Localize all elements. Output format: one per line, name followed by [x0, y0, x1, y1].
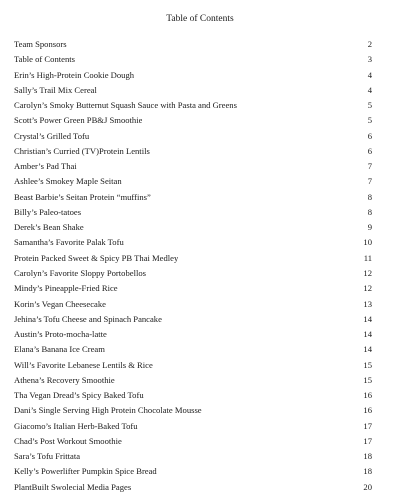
- toc-entry-label: Carolyn’s Smoky Butternut Squash Sauce with Pasta and Greens: [14, 100, 237, 111]
- toc-entry-label: Elana’s Banana Ice Cream: [14, 344, 105, 355]
- toc-entry-row: [14, 281, 372, 296]
- toc-entry-label: Athena’s Recovery Smoothie: [14, 374, 115, 385]
- toc-entry-page-number: 8: [367, 206, 372, 217]
- toc-entry-page-number: 7: [367, 176, 372, 187]
- toc-entry-row: [14, 434, 372, 449]
- toc-entry-page-number: 6: [367, 145, 372, 156]
- toc-entry-row: [14, 190, 372, 205]
- toc-entry-row: [14, 205, 372, 220]
- toc-entry-label: Sally’s Trail Mix Cereal: [14, 84, 97, 95]
- toc-entry-row: [14, 129, 372, 144]
- toc-entry-row: [14, 342, 372, 357]
- toc-list: [14, 37, 372, 495]
- toc-entry-page-number: 17: [363, 420, 372, 431]
- toc-entry-page-number: 2: [367, 39, 372, 49]
- toc-entry-page-number: 17: [363, 435, 372, 446]
- toc-entry-label: Ashlee’s Smokey Maple Seitan: [14, 176, 122, 187]
- toc-entry-page-number: 20: [363, 481, 372, 492]
- toc-entry-page-number: 5: [367, 100, 372, 111]
- toc-entry-row: [14, 52, 372, 67]
- toc-entry-label: Korin’s Vegan Cheesecake: [14, 298, 106, 309]
- toc-entry-label: Derek’s Bean Shake: [14, 222, 84, 233]
- toc-entry-row: [14, 449, 372, 464]
- toc-entry-row: [14, 98, 372, 113]
- toc-entry-page-number: 14: [363, 344, 372, 355]
- toc-entry-row: [14, 373, 372, 388]
- toc-entry-label: Crystal’s Grilled Tofu: [14, 130, 90, 141]
- toc-entry-row: [14, 388, 372, 403]
- toc-entry-page-number: 8: [367, 191, 372, 202]
- toc-entry-row: [14, 419, 372, 434]
- toc-entry-row: [14, 113, 372, 128]
- toc-entry-label: Mindy’s Pineapple-Fried Rice: [14, 283, 118, 294]
- toc-entry-row: [14, 174, 372, 189]
- toc-entry-label: Sara’s Tofu Frittata: [14, 451, 81, 462]
- toc-entry-row: [14, 327, 372, 342]
- toc-entry-label: Dani’s Single Serving High Protein Chocolate Mousse: [14, 405, 202, 416]
- toc-entry-row: [14, 144, 372, 159]
- toc-entry-page-number: 16: [363, 390, 372, 401]
- toc-entry-label: PlantBuilt Swolecial Media Pages: [14, 481, 132, 492]
- toc-entry-row: [14, 220, 372, 235]
- toc-entry-page-number: 15: [363, 359, 372, 370]
- toc-entry-page-number: 4: [367, 84, 372, 95]
- toc-entry-row: [14, 83, 372, 98]
- toc-entry-label: Tha Vegan Dread’s Spicy Baked Tofu: [14, 390, 144, 401]
- toc-entry-label: Giacomo’s Italian Herb-Baked Tofu: [14, 420, 138, 431]
- toc-entry-page-number: 11: [363, 252, 372, 263]
- toc-entry-row: [14, 235, 372, 250]
- toc-entry-page-number: 9: [367, 222, 372, 233]
- toc-entry-label: Will’s Favorite Lebanese Lentils & Rice: [14, 359, 153, 370]
- toc-entry-label: Carolyn’s Favorite Sloppy Portobellos: [14, 267, 147, 278]
- toc-entry-label: Erin’s High-Protein Cookie Dough: [14, 69, 135, 80]
- toc-entry-page-number: 13: [363, 298, 372, 309]
- toc-entry-page-number: 18: [363, 466, 372, 477]
- toc-entry-label: Table of Contents: [14, 54, 75, 65]
- toc-entry-row: [14, 266, 372, 281]
- toc-entry-row: [14, 358, 372, 373]
- toc-entry-page-number: 15: [363, 374, 372, 385]
- toc-entry-page-number: 12: [363, 283, 372, 294]
- page-title: Table of Contents: [166, 14, 234, 24]
- toc-entry-page-number: 3: [367, 54, 372, 65]
- toc-entry-label: Team Sponsors: [14, 39, 67, 49]
- toc-entry-row: [14, 37, 372, 52]
- toc-entry-row: [14, 464, 372, 479]
- toc-entry-label: Beast Barbie’s Seitan Protein “muffins”: [14, 191, 151, 202]
- toc-entry-page-number: 18: [363, 451, 372, 462]
- toc-entry-row: [14, 251, 372, 266]
- toc-entry-page-number: 12: [363, 267, 372, 278]
- toc-entry-row: [14, 68, 372, 83]
- toc-entry-label: Kelly’s Powerlifter Pumpkin Spice Bread: [14, 466, 157, 477]
- toc-entry-label: Samantha’s Favorite Palak Tofu: [14, 237, 124, 248]
- toc-entry-label: Protein Packed Sweet & Spicy PB Thai Medley: [14, 252, 179, 263]
- toc-entry-page-number: 4: [367, 69, 372, 80]
- toc-entry-label: Austin’s Proto-mocha-latte: [14, 329, 107, 340]
- toc-entry-row: [14, 312, 372, 327]
- toc-entry-page-number: 14: [363, 313, 372, 324]
- toc-entry-label: Scott’s Power Green PB&J Smoothie: [14, 115, 143, 126]
- toc-entry-page-number: 14: [363, 329, 372, 340]
- toc-entry-label: Chad’s Post Workout Smoothie: [14, 435, 122, 446]
- toc-entry-page-number: 5: [367, 115, 372, 126]
- toc-entry-page-number: 16: [363, 405, 372, 416]
- toc-entry-label: Christian’s Curried (TV)Protein Lentils: [14, 145, 150, 156]
- toc-entry-page-number: 10: [363, 237, 372, 248]
- toc-entry-row: [14, 403, 372, 418]
- toc-entry-page-number: 6: [367, 130, 372, 141]
- toc-entry-label: Billy’s Paleo-tatoes: [14, 206, 82, 217]
- toc-entry-label: Jehina’s Tofu Cheese and Spinach Pancake: [14, 313, 162, 324]
- toc-entry-row: [14, 297, 372, 312]
- toc-entry-page-number: 7: [367, 161, 372, 172]
- toc-entry-label: Amber’s Pad Thai: [14, 161, 77, 172]
- toc-entry-row: [14, 159, 372, 174]
